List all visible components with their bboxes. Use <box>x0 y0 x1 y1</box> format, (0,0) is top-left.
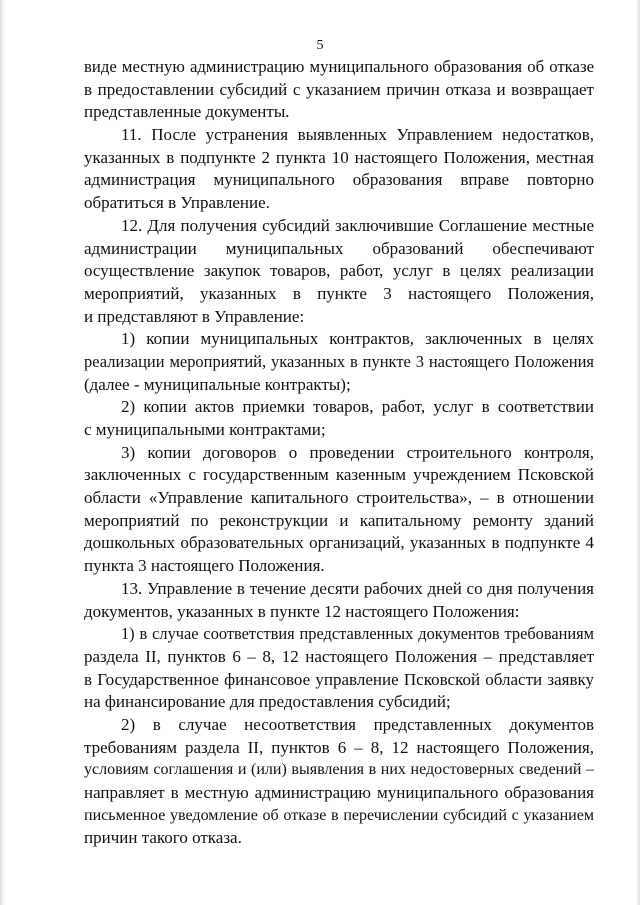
text-line: (далее - муниципальные контракты); <box>84 374 351 394</box>
text-line: с муниципальными контрактами; <box>84 420 326 439</box>
text-line: обратиться в Управление. <box>84 193 270 213</box>
text-line: направляет в местную администрацию муниципального образования <box>84 783 594 802</box>
text-line: пункта 3 настоящего Положения. <box>84 556 325 576</box>
text-line: осуществление закупок товаров, работ, услуг в целях реализации <box>84 261 594 281</box>
paragraph-start-line: 13. Управление в течение десяти рабочих дней со дня получения <box>121 578 594 598</box>
text-line: раздела II, пунктов 6 – 8, 12 настоящего Положения – представляет <box>84 646 594 666</box>
text-line: на финансирование для предоставления субсидий; <box>84 692 451 712</box>
text-line: дошкольных образовательных организаций, указанных в подпункте 4 <box>84 533 594 553</box>
text-line: области «Управление капитального строительства», – в отношении <box>84 488 594 508</box>
text-line: документов, указанных в пункте 12 настоящего Положения: <box>84 601 520 621</box>
scan-left-edge <box>0 0 6 905</box>
text-line: виде местную администрацию муниципального образования об отказе <box>84 57 594 76</box>
paragraph-start-line: 1) копии муниципальных контрактов, заключенных в целях <box>121 329 594 349</box>
paragraph-start-line: 11. После устранения выявленных Управлением недостатков, <box>121 125 594 145</box>
text-line: мероприятий, указанных в пункте 3 настоящего Положения, <box>84 283 594 303</box>
paragraph-start-line: 1) в случае соответствия представленных документов требованиям <box>121 624 594 644</box>
text-line: и представляют в Управление: <box>84 306 305 326</box>
document-body <box>84 56 594 850</box>
text-line: условиям соглашения и (или) выявления в них недостоверных сведений – <box>84 761 594 779</box>
paragraph-start-line: 2) в случае несоответствия представленных документов <box>121 714 594 734</box>
text-line: заключенных с государственным казенным учреждением Псковской <box>84 465 594 485</box>
text-line: представленные документы. <box>84 102 290 122</box>
text-line: требованиям раздела II, пунктов 6 – 8, 12 настоящего Положения, <box>84 737 594 757</box>
text-line: причин такого отказа. <box>84 828 242 848</box>
text-line: администрация муниципального образования вправе повторно <box>84 170 594 190</box>
page-number: 5 <box>316 38 324 53</box>
text-line: мероприятий по реконструкции и капитальному ремонту зданий <box>84 510 594 530</box>
text-line: администрации муниципальных образований обеспечивают <box>84 238 594 258</box>
text-line: письменное уведомление об отказе в перечислении субсидий с указанием <box>84 806 594 824</box>
text-line: в предоставлении субсидий с указанием причин отказа и возвращает <box>84 79 594 99</box>
scan-right-edge <box>636 0 640 905</box>
paragraph-start-line: 12. Для получения субсидий заключившие Соглашение местные <box>121 215 594 235</box>
text-line: указанных в подпункте 2 пункта 10 настоящего Положения, местная <box>84 147 594 167</box>
text-line: в Государственное финансовое управление Псковской области заявку <box>84 669 594 689</box>
paragraph-start-line: 3) копии договоров о проведении строительного контроля, <box>121 442 594 462</box>
paragraph-start-line: 2) копии актов приемки товаров, работ, услуг в соответствии <box>121 397 594 417</box>
text-line: реализации мероприятий, указанных в пункте 3 настоящего Положения <box>84 351 594 371</box>
